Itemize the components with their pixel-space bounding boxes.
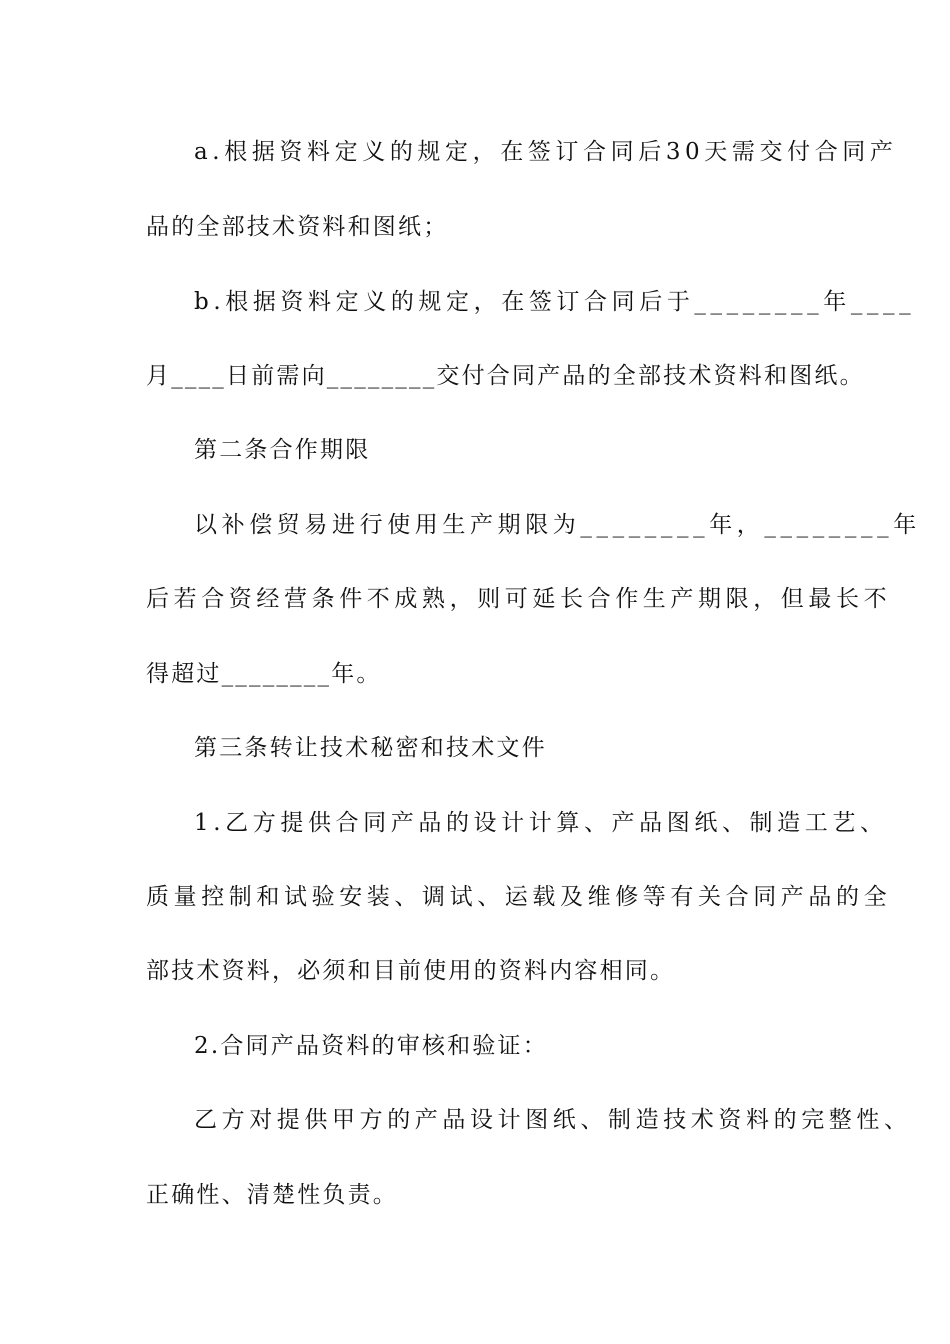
article-3-item-1-line-1: 1.乙方提供合同产品的设计计算、产品图纸、制造工艺、	[194, 810, 888, 836]
article-3-item-1-line-3: 部技术资料，必须和目前使用的资料内容相同。	[146, 958, 676, 984]
paragraph-b-line-2: 月____日前需向________交付合同产品的全部技术资料和图纸。	[146, 363, 865, 389]
article-2-heading: 第二条合作期限	[194, 437, 371, 463]
article-3-item-2-para-line-2: 正确性、清楚性负责。	[146, 1182, 398, 1208]
article-2-para-line-3: 得超过________年。	[146, 661, 382, 687]
paragraph-b-line-1: b.根据资料定义的规定，在签订合同后于________年____	[194, 289, 916, 315]
article-3-heading: 第三条转让技术秘密和技术文件	[194, 735, 547, 761]
paragraph-a-line-2: 品的全部技术资料和图纸；	[146, 214, 449, 240]
article-2-para-line-1: 以补偿贸易进行使用生产期限为________年，________年	[194, 512, 921, 538]
article-3-item-2-heading: 2.合同产品资料的审核和验证：	[194, 1033, 548, 1059]
article-2-para-line-2: 后若合资经营条件不成熟，则可延长合作生产期限，但最长不	[146, 586, 892, 612]
article-3-item-1-line-2: 质量控制和试验安装、调试、运载及维修等有关合同产品的全	[146, 884, 892, 910]
article-3-item-2-para-line-1: 乙方对提供甲方的产品设计图纸、制造技术资料的完整性、	[194, 1107, 912, 1133]
paragraph-a-line-1: a.根据资料定义的规定，在签订合同后30天需交付合同产	[194, 139, 898, 165]
